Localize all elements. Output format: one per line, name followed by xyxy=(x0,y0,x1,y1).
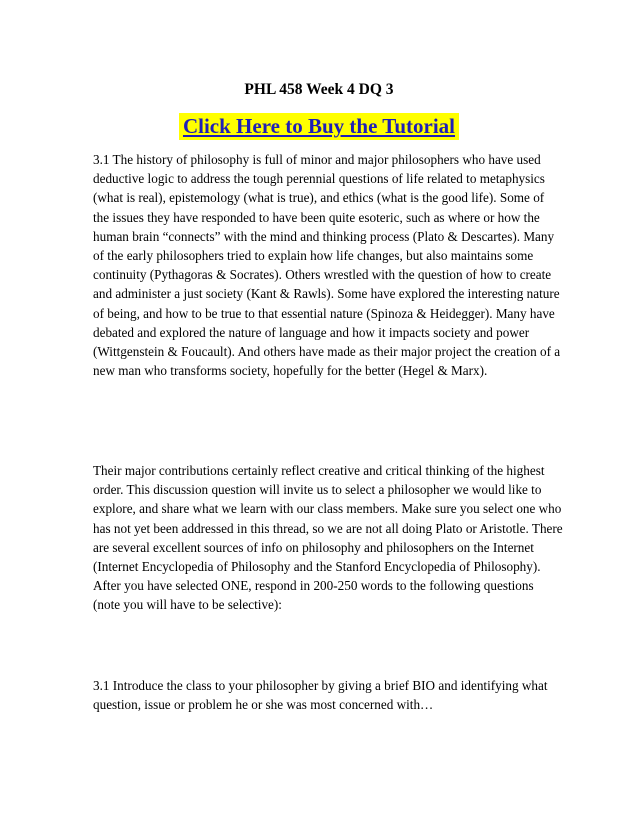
buy-tutorial-link[interactable]: Click Here to Buy the Tutorial xyxy=(179,113,459,140)
paragraph-question: 3.1 Introduce the class to your philosopher by giving a brief BIO and identifying what question, issue or problem he or she was most concerned with… xyxy=(93,678,548,713)
paragraph-history: 3.1 The history of philosophy is full of minor and major philosophers who have used deductive logic to address the tough perennial questions of life related to metaphysics (what is real), epistemology (what is true), and ethics (what is the good life). Some of the issues they have responded to have been quite esoteric, such as where or how the human brain “connects” with the mind and thinking process (Plato & Descartes). Many of the early philosophers tried to explain how life changes, but also maintains some continuity (Pythagoras & Socrates). Others wrestled with the question of how to create and administer a just society (Kant & Rawls). Some have explored the interesting nature of being, and how to be true to that essential nature (Spinoza & Heidegger). Many have debated and explored the nature of language and how it impacts society and power (Wittgenstein & Foucault). And others have made as their major project the creation of a new man who transforms society, hopefully for the better (Hegel & Marx). xyxy=(93,152,561,379)
tutorial-link-container xyxy=(0,113,638,140)
document-title: PHL 458 Week 4 DQ 3 xyxy=(244,81,394,98)
paragraph-contributions: Their major contributions certainly reflect creative and critical thinking of the highest order. This discussion question will invite us to select a philosopher we would like to explore, and share what we learn with our class members. Make sure you select one who has not yet been addressed in this thread, so we are not all doing Plato or Aristotle. There are several excellent sources of info on philosophy and philosophers on the Internet (Internet Encyclopedia of Philosophy and the Stanford Encyclopedia of Philosophy). After you have selected ONE, respond in 200-250 words to the following questions (note you will have to be selective): xyxy=(93,463,563,613)
